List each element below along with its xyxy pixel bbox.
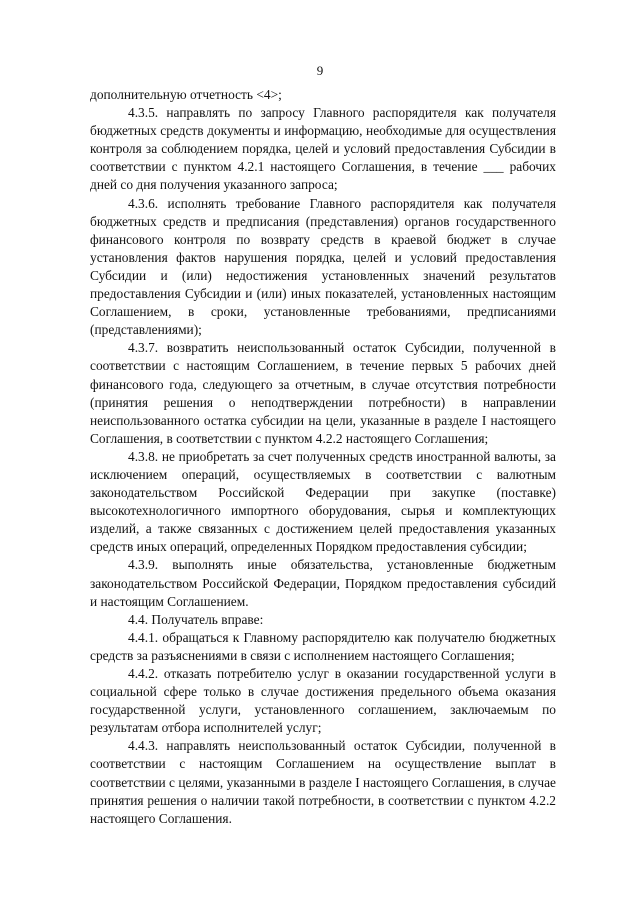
paragraph-4-4-1: 4.4.1. обращаться к Главному распорядителю как получателю бюджетных средств за разъяснениями в связи с исполнением настоящего Соглашения; bbox=[90, 629, 556, 663]
document-body bbox=[90, 86, 556, 828]
paragraph-4-3-8: 4.3.8. не приобретать за счет полученных средств иностранной валюты, за исключением операций, осуществляемых в соответствии с валютным законодательством Российской Федерации при закупке (поставке) высокотехнологичного импортного оборудования, сырья и комплектующих изделий, а также связанных с достижением целей предоставления указанных средств иных операций, определенных Порядком предоставления субсидии; bbox=[90, 448, 556, 555]
paragraph-4-4: 4.4. Получатель вправе: bbox=[128, 611, 264, 627]
paragraph-4-4-2: 4.4.2. отказать потребителю услуг в оказании государственной услуги в социальной сфере только в случае достижения предельного объема оказания государственной услуги, установленного соглашением, заключаемым по результатам отбора исполнителей услуг; bbox=[90, 666, 556, 736]
paragraph-additional-reporting: дополнительную отчетность <4>; bbox=[90, 87, 282, 102]
paragraph-4-3-6: 4.3.6. исполнять требование Главного распорядителя как получателя бюджетных средств и предписания (представления) органов государственного финансового контроля по возврату средств в краевой бюджет в случае установления фактов нарушения порядка, целей и условий предоставления Субсидии и (или) недостижения установленных значений результатов предоставления Субсидии и (или) иных показателей, установленных настоящим Соглашением, в сроки, установленные требованиями, предписаниями (представлениями); bbox=[90, 195, 556, 338]
paragraph-4-3-7: 4.3.7. возвратить неиспользованный остаток Субсидии, полученной в соответствии с настоящим Соглашением, в течение первых 5 рабочих дней финансового года, следующего за отчетным, в случае отсутствия потребности (принятия решения о неподтверждении потребности) в направлении неиспользованного остатка субсидии на цели, указанные в разделе I настоящего Соглашения, в соответствии с пунктом 4.2.2 настоящего Соглашения; bbox=[90, 340, 556, 446]
paragraph-4-3-9: 4.3.9. выполнять иные обязательства, установленные бюджетным законодательством Российской Федерации, Порядком предоставления субсидий и настоящим Соглашением. bbox=[90, 557, 556, 609]
paragraph-4-4-3: 4.4.3. направлять неиспользованный остаток Субсидии, полученной в соответствии с настоящим Соглашением на осуществление выплат в соответствии с целями, указанными в разделе I настоящего Соглашения, в случае принятия решения о наличии такой потребности, в соответствии с пунктом 4.2.2 настоящего Соглашения. bbox=[90, 738, 556, 826]
paragraph-4-3-5: 4.3.5. направлять по запросу Главного распорядителя как получателя бюджетных средств документы и информацию, необходимые для осуществления контроля за соблюдением порядка, целей и условий предоставления Субсидии в соответствии с пунктом 4.2.1 настоящего Соглашения, в течение ___ рабочих дней со дня получения указанного запроса; bbox=[90, 105, 556, 193]
page-number: 9 bbox=[316, 63, 324, 78]
